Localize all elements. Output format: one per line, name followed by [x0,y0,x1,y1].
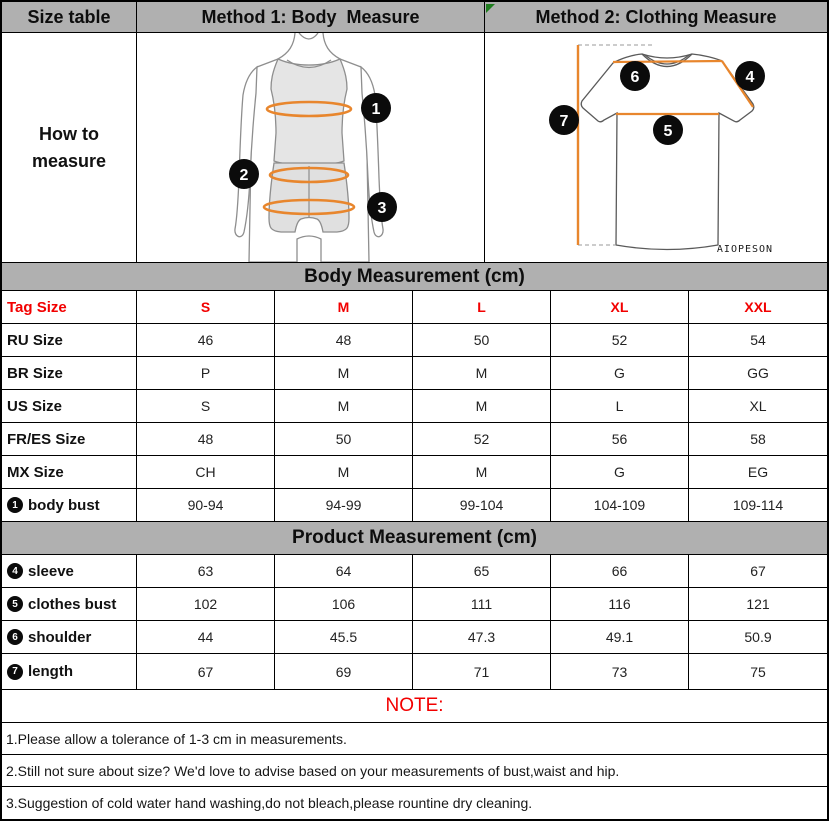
cell-value: 69 [275,654,413,689]
size-table-title [2,2,137,32]
note-row-1 [2,723,827,755]
body-tank-top [271,59,347,165]
method1-title-text: Method 1: Body Measure [201,6,420,27]
bullet-4-icon: 4 [7,563,23,579]
how-to-measure-label [2,33,137,262]
tag-size-xl: XL [551,291,689,323]
cell-value: 121 [746,596,770,612]
cell-value: 73 [551,654,689,689]
marker-7-number: 7 [559,113,569,130]
method2-title-text: Method 2: Clothing Measure [535,6,777,27]
marker-6-number: 6 [630,69,640,86]
bullet-6-icon: 6 [7,629,23,645]
row-label: MX Size [2,456,137,488]
table-row-length [2,654,827,690]
note-item: 3.Suggestion of cold water hand washing,do not bleach,please rountine dry cleaning. [6,795,533,811]
marker-3-number: 3 [377,200,387,217]
cell-value: 102 [137,588,275,620]
cell-value: S [137,390,275,422]
method1-title [137,2,485,32]
note-title-text: NOTE: [385,695,444,716]
table-row-body-bust [2,489,827,522]
table-row-br-size [2,357,827,390]
cell-value: 94-99 [275,489,413,521]
how-to-line2: measure [31,150,107,171]
body-measurement-title [2,263,827,290]
marker-2-number: 2 [239,167,249,184]
cell-value: 45.5 [275,621,413,653]
cell-value: 90-94 [137,489,275,521]
cell-value: XL [749,398,767,414]
table-row-shoulder [2,621,827,654]
table-row-fres-size [2,423,827,456]
tag-size-s: S [137,291,275,323]
bullet-1-icon: 1 [7,497,23,513]
cell-value: 64 [275,555,413,587]
product-measurement-header [2,522,827,555]
row-label: 6 shoulder [2,621,137,653]
cell-value: 50 [275,423,413,455]
cell-value: 58 [750,431,766,447]
spreadsheet-corner-flag-icon [486,4,495,13]
cell-value: 111 [413,588,551,620]
tag-size-label [2,291,137,323]
body-figure-svg [137,33,484,262]
cell-value: 109-114 [732,497,784,513]
cell-value: 46 [137,324,275,356]
cell-value: 63 [137,555,275,587]
tag-size-row [2,291,827,324]
how-to-line1: How to [39,123,99,144]
cell-value: EG [747,464,769,480]
note-row-2 [2,755,827,787]
cell-value: 44 [137,621,275,653]
table-row-mx-size [2,456,827,489]
cell-value: 67 [137,654,275,689]
method2-title [485,2,827,32]
size-table-title-text: Size table [27,6,111,27]
cell-value: M [413,390,551,422]
cell-value: 54 [750,332,766,348]
tshirt-collar-back [642,54,692,58]
marker-4-number: 4 [745,69,755,86]
shoulder-line [613,61,722,62]
cell-value: 50.9 [744,629,772,645]
cell-value: 66 [551,555,689,587]
table-row-us-size [2,390,827,423]
cell-value: 56 [551,423,689,455]
cell-value: 49.1 [551,621,689,653]
cell-value: M [275,357,413,389]
row-label: US Size [2,390,137,422]
row-label: 5 clothes bust [2,588,137,620]
row-label: 7 length [2,654,137,689]
cell-value: CH [137,456,275,488]
cell-value: 47.3 [413,621,551,653]
cell-value: 50 [413,324,551,356]
cell-value: M [275,456,413,488]
cell-value: 52 [413,423,551,455]
note-row-3 [2,787,827,819]
cell-value: 104-109 [551,489,689,521]
clothing-measure-illustration [485,33,827,262]
product-measurement-title [2,522,827,554]
body-measurement-title-text: Body Measurement (cm) [304,265,525,287]
body-measurement-header [2,263,827,291]
cell-value: G [551,456,689,488]
cell-value: M [275,390,413,422]
row-label: FR/ES Size [2,423,137,455]
bullet-7-icon: 7 [7,664,23,680]
cell-value: 75 [750,663,766,680]
tag-size-xxl: XXL [744,299,772,315]
tshirt-outline [581,54,754,250]
tag-size-l: L [413,291,551,323]
row-label: 1 body bust [2,489,137,521]
illustration-row [2,33,827,263]
tag-size-label-text: Tag Size [7,298,67,316]
marker-1-number: 1 [371,101,381,118]
cell-value: 99-104 [413,489,551,521]
row-label: 4 sleeve [2,555,137,587]
product-measurement-title-text: Product Measurement (cm) [292,527,537,548]
cell-value: 48 [137,423,275,455]
table-row-ru-size [2,324,827,357]
note-header-row [2,690,827,723]
cell-value: M [413,357,551,389]
bullet-5-icon: 5 [7,596,23,612]
top-header-row [2,2,827,33]
note-item: 1.Please allow a tolerance of 1-3 cm in measurements. [6,730,347,747]
cell-value: GG [747,365,769,381]
row-label: RU Size [2,324,137,356]
cell-value: 67 [750,563,766,579]
brand-text: AIOPESON [716,244,774,255]
table-row-sleeve [2,555,827,588]
note-title [2,690,827,722]
note-item: 2.Still not sure about size? We'd love to advise based on your measurements of bust,waist and hip. [6,762,620,779]
body-measure-illustration [137,33,485,262]
tshirt-svg [485,33,827,262]
tag-size-m: M [275,291,413,323]
cell-value: 116 [551,588,689,620]
cell-value: M [413,456,551,488]
cell-value: 65 [413,555,551,587]
table-row-clothes-bust [2,588,827,621]
marker-5-number: 5 [663,123,673,140]
cell-value: 52 [551,324,689,356]
cell-value: 106 [275,588,413,620]
row-label: BR Size [2,357,137,389]
cell-value: 48 [275,324,413,356]
cell-value: 71 [413,654,551,689]
cell-value: L [551,390,689,422]
cell-value: P [137,357,275,389]
cell-value: G [551,357,689,389]
